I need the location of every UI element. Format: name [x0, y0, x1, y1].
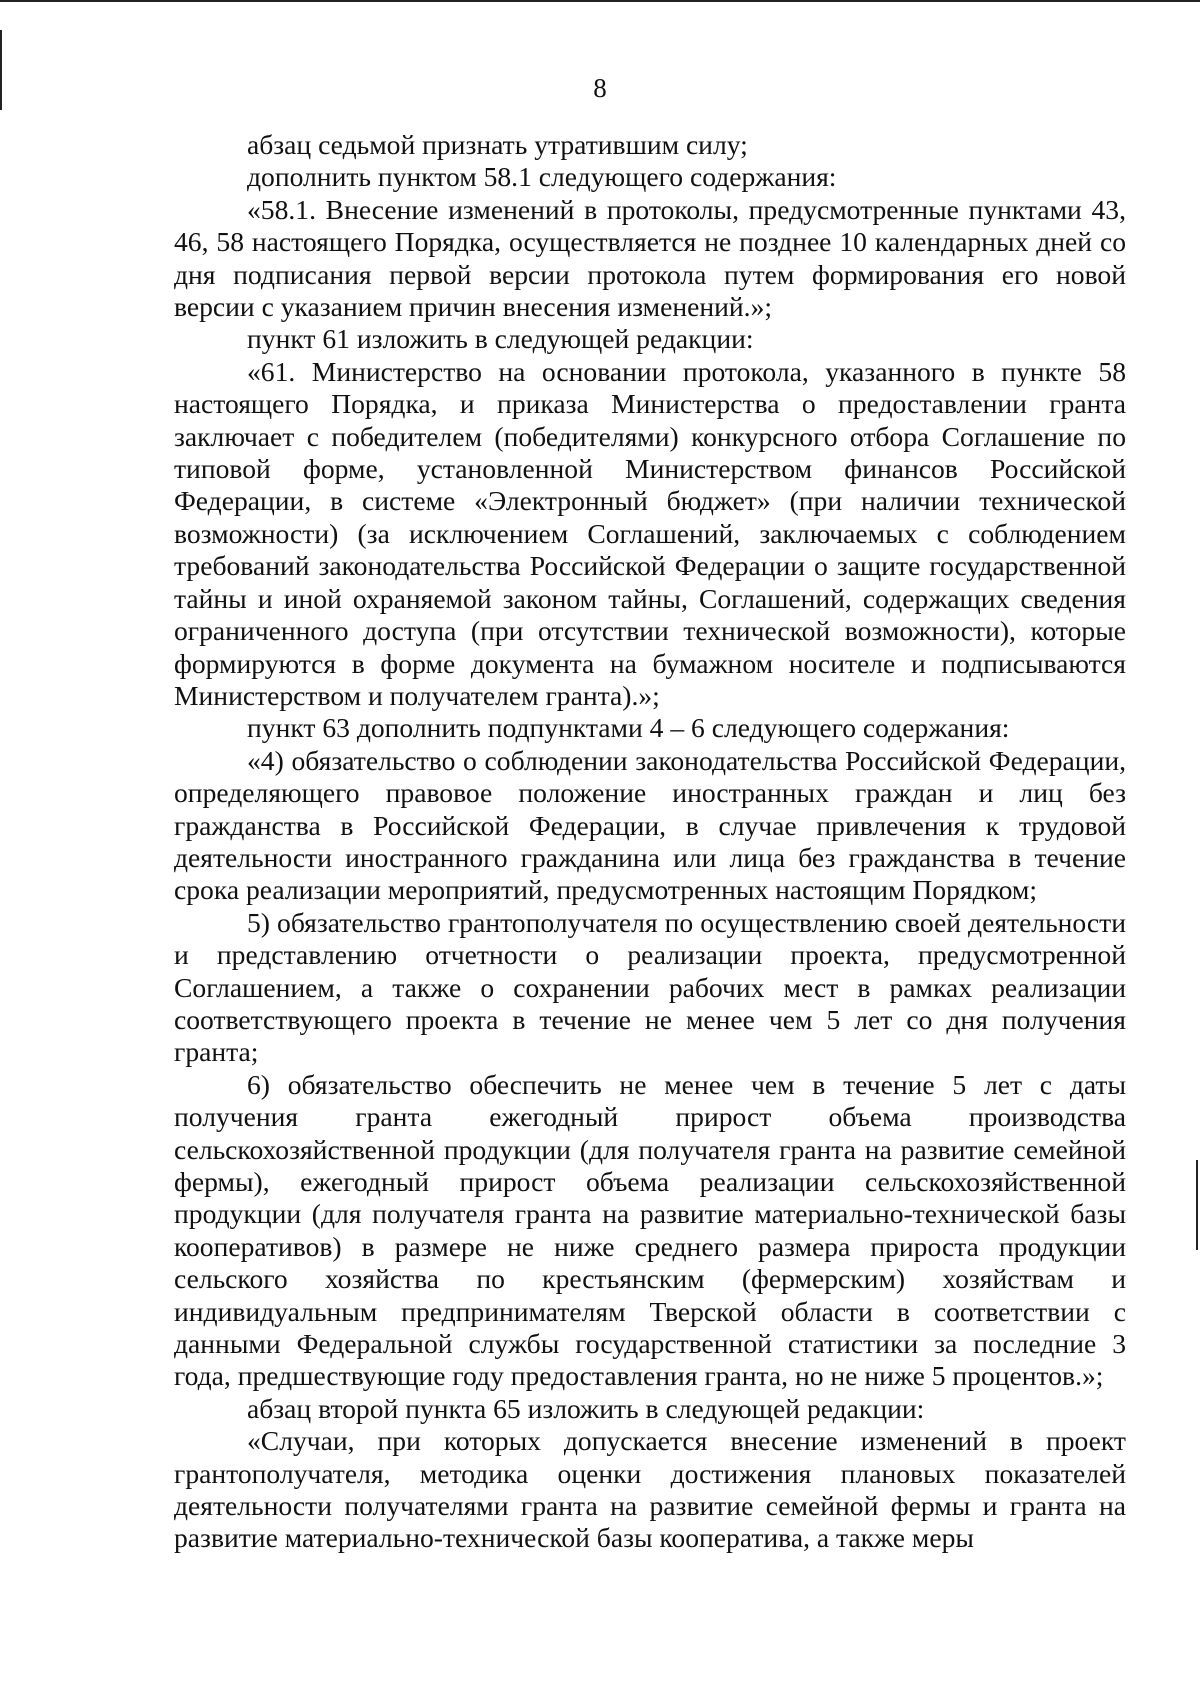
scan-edge-top: [0, 0, 1200, 2]
paragraph: пункт 61 изложить в следующей редакции:: [247, 323, 754, 355]
paragraph: «4) обязательство о соблюдении законодательства Российской Федерации, определяющего правовое положение иностранных граждан и лиц без гражданства в Российской Федерации, в случае привлечения к трудовой деятельности иностранного гражданина или лица без гражданства в течение срока реализации мероприятий, предусмотренных настоящим Порядком;: [174, 744, 1126, 906]
paragraph: абзац второй пункта 65 изложить в следующей редакции:: [247, 1392, 925, 1424]
paragraph: 5) обязательство грантополучателя по осуществлению своей деятельности и представлению отчетности о реализации проекта, предусмотренной Соглашением, а также о сохранении рабочих мест в рамках реализации соответствующего проекта в течение не менее чем 5 лет со дня получения гранта;: [174, 906, 1126, 1068]
scan-edge-right: [1196, 1160, 1198, 1250]
paragraph: «Случаи, при которых допускается внесение изменений в проект грантополучателя, методика оценки достижения плановых показателей деятельности получателями гранта на развитие семейной фермы и гранта на развитие материально-технической базы кооператива, а также меры: [174, 1425, 1126, 1554]
paragraph: 6) обязательство обеспечить не менее чем в течение 5 лет с даты получения гранта ежегодный прирост объема производства сельскохозяйственной продукции (для получателя гранта на развитие семейной фермы), ежегодный прирост объема реализации сельскохозяйственной продукции (для получателя гранта на развитие материально-технической базы кооперативов) в размере не ниже среднего размера прироста продукции сельского хозяйства по крестьянским (фермерским) хозяйствам и индивидуальным предпринимателям Тверской области в соответствии с данными Федеральной службы государственной статистики за последние 3 года, предшествующие году предоставления гранта, но не ниже 5 процентов.»;: [174, 1068, 1126, 1392]
paragraph: «58.1. Внесение изменений в протоколы, предусмотренные пунктами 43, 46, 58 настоящего Порядка, осуществляется не позднее 10 календарных дней со дня подписания первой версии протокола путем формирования его новой версии с указанием причин внесения изменений.»;: [174, 193, 1126, 323]
paragraph: «61. Министерство на основании протокола, указанного в пункте 58 настоящего Порядка, и приказа Министерства о предоставлении гранта заключает с победителем (победителями) конкурсного отбора Соглашение по типовой форме, установленной Министерством финансов Российской Федерации, в системе «Электронный бюджет» (при наличии технической возможности) (за исключением Соглашений, заключаемых с соблюдением требований законодательства Российской Федерации о защите государственной тайны и иной охраняемой законом тайны, Соглашений, содержащих сведения ограниченного доступа (при отсутствии технической возможности), которые формируются в форме документа на бумажном носителе и подписываются Министерством и получателем гранта).»;: [174, 355, 1126, 711]
paragraph: пункт 63 дополнить подпунктами 4 – 6 следующего содержания:: [247, 712, 1010, 744]
paragraph: дополнить пунктом 58.1 следующего содержания:: [247, 161, 837, 193]
paragraph: абзац седьмой признать утратившим силу;: [247, 129, 748, 160]
page-number: 8: [593, 73, 607, 103]
document-body: [174, 129, 1126, 1555]
